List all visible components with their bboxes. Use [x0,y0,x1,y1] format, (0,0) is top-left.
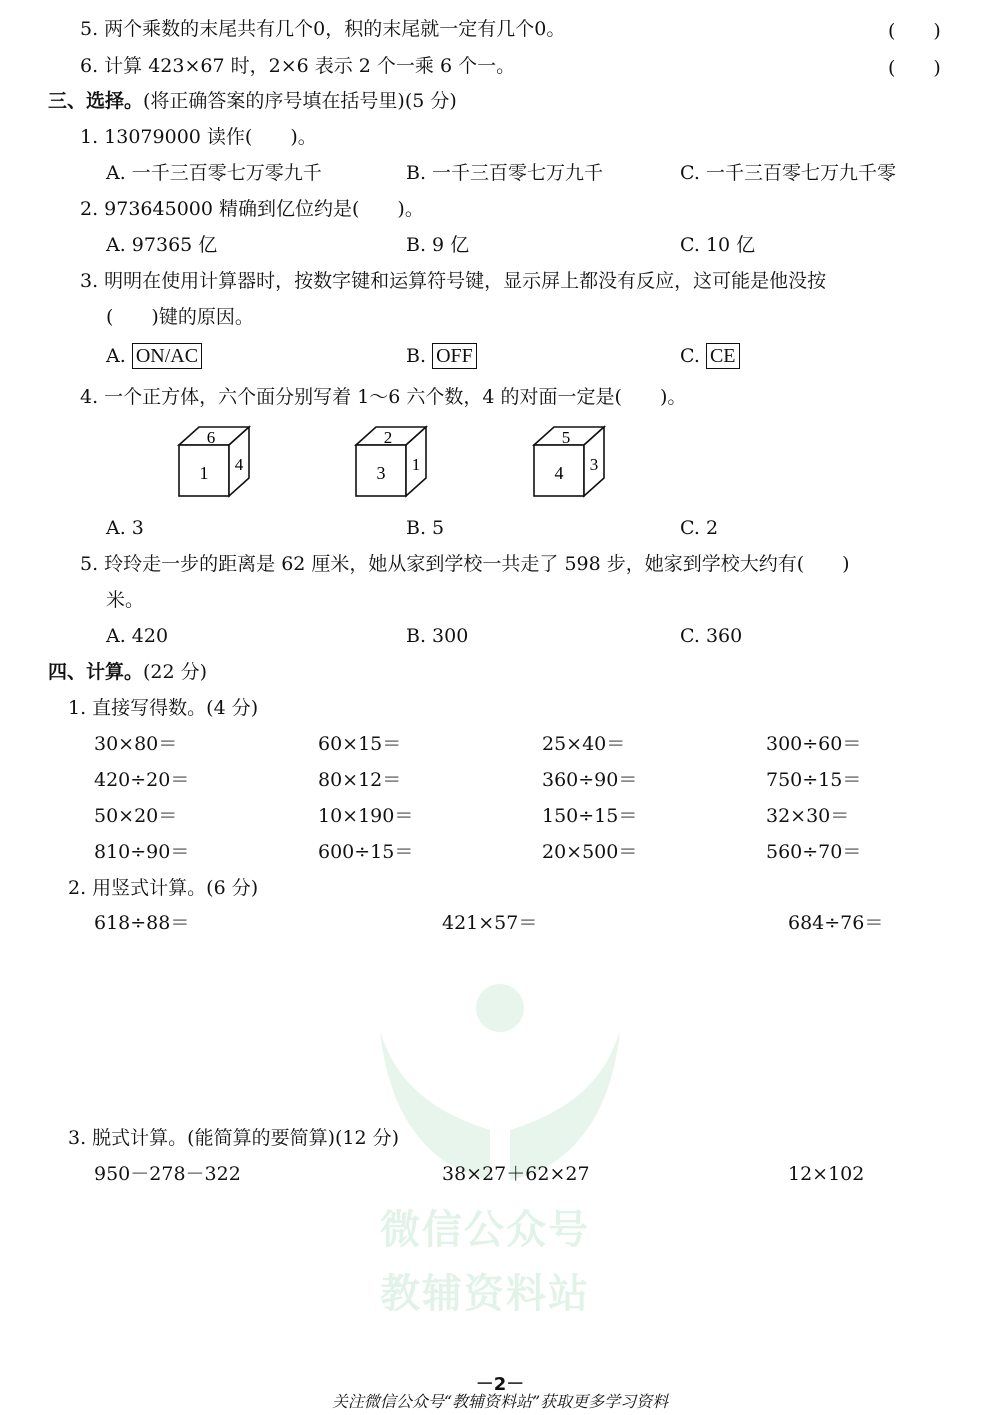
s3-q3-option-b-prefix: B. [406,345,427,367]
s3-q5-line2: 米。 [106,589,145,611]
s3-q1-option-c[interactable]: C. 一千三百零七万九千零 [680,162,896,184]
section3-title: 三、选择。 [48,90,144,112]
s3-q5-option-b[interactable]: B. 300 [406,625,469,647]
mental-calc-item[interactable]: 560÷70＝ [766,841,862,863]
cube2-front-number: 3 [376,463,386,483]
page-number: －2－ [475,1374,525,1395]
mental-calc-item[interactable]: 810÷90＝ [94,841,190,863]
s3-q1-option-a[interactable]: A. 一千三百零七万零九千 [106,162,322,184]
judge-q5-text: 5. 两个乘数的末尾共有几个0，积的末尾就一定有几个0。 [80,18,566,40]
cube3-front-number: 4 [554,463,564,483]
mental-calc-item[interactable]: 360÷90＝ [542,769,638,791]
s3-q3-option-c[interactable] [680,343,740,369]
mental-calc-item[interactable]: 20×500＝ [542,841,638,863]
judge-q6-answer-paren[interactable]: ( ) [888,57,941,79]
step-calc-item[interactable]: 12×102 [788,1163,865,1185]
ce-key-icon: CE [706,343,740,369]
judge-q6-text: 6. 计算 423×67 时，2×6 表示 2 个一乘 6 个一。 [80,55,516,77]
s3-q3-line2: ( )键的原因。 [106,306,254,328]
judge-q5-answer-paren[interactable]: ( ) [888,20,941,42]
s3-q3-option-a[interactable] [106,343,202,369]
s3-q4-text: 4. 一个正方体，六个面分别写着 1～6 六个数，4 的对面一定是( )。 [80,386,687,408]
section3-note: (将正确答案的序号填在括号里)(5 分) [143,90,457,112]
s3-q1-text: 1. 13079000 读作( )。 [80,126,317,148]
cube1-front-number: 1 [199,463,209,483]
watermark-line1: 微信公众号 [380,1207,590,1253]
s3-q3-option-b[interactable] [406,343,477,369]
cube2-top-number: 2 [383,428,393,447]
mental-calc-item[interactable]: 80×12＝ [318,769,402,791]
s3-q2-option-a[interactable]: A. 97365 亿 [106,234,218,256]
s3-q1-option-b[interactable]: B. 一千三百零七万九千 [406,162,604,184]
mental-calc-item[interactable]: 750÷15＝ [766,769,862,791]
s3-q2-text: 2. 973645000 精确到亿位约是( )。 [80,198,424,220]
cube1-side-number: 4 [234,455,244,474]
step-calc-item[interactable]: 38×27＋62×27 [442,1163,590,1185]
s3-q3-option-c-prefix: C. [680,345,700,367]
s3-q5-option-c[interactable]: C. 360 [680,625,743,647]
cube3-top-number: 5 [561,428,571,447]
vertical-calc-item[interactable]: 421×57＝ [442,912,538,934]
mental-calc-item[interactable]: 600÷15＝ [318,841,414,863]
s4-p1-title: 1. 直接写得数。(4 分) [68,697,259,719]
s4-p2-title: 2. 用竖式计算。(6 分) [68,877,259,899]
mental-calc-item[interactable]: 32×30＝ [766,805,850,827]
on-ac-key-icon: ON/AC [132,343,202,369]
cube-figure-2 [353,424,433,500]
mental-calc-item[interactable]: 300÷60＝ [766,733,862,755]
cube-figure-1 [176,424,256,500]
mental-calc-item[interactable]: 60×15＝ [318,733,402,755]
footer-note: 关注微信公众号“教辅资料站”获取更多学习资料 [331,1392,669,1411]
section4-title: 四、计算。 [48,661,144,683]
s3-q3-line1: 3. 明明在使用计算器时，按数字键和运算符号键，显示屏上都没有反应，这可能是他没按 [80,270,827,292]
mental-calc-item[interactable]: 10×190＝ [318,805,414,827]
s3-q4-option-a[interactable]: A. 3 [106,517,144,539]
s3-q5-line1: 5. 玲玲走一步的距离是 62 厘米，她从家到学校一共走了 598 步，她家到学校大约有( ) [80,553,850,575]
section3-heading [48,88,457,114]
cube1-top-number: 6 [206,428,216,447]
cube-figure-3 [531,424,611,500]
s3-q5-option-a[interactable]: A. 420 [106,625,169,647]
s3-q4-option-c[interactable]: C. 2 [680,517,719,539]
cube2-side-number: 1 [411,455,421,474]
section4-heading [48,659,207,685]
off-key-icon: OFF [432,343,477,369]
vertical-calc-item[interactable]: 684÷76＝ [788,912,884,934]
mental-calc-item[interactable]: 50×20＝ [94,805,178,827]
s3-q3-option-a-prefix: A. [106,345,126,367]
s3-q4-option-b[interactable]: B. 5 [406,517,445,539]
section4-note: (22 分) [143,661,208,683]
cube3-side-number: 3 [589,455,599,474]
s3-q2-option-b[interactable]: B. 9 亿 [406,234,470,256]
mental-calc-item[interactable]: 25×40＝ [542,733,626,755]
s3-q2-option-c[interactable]: C. 10 亿 [680,234,756,256]
vertical-calc-item[interactable]: 618÷88＝ [94,912,190,934]
mental-calc-item[interactable]: 30×80＝ [94,733,178,755]
mental-calc-item[interactable]: 420÷20＝ [94,769,190,791]
mental-calc-item[interactable]: 150÷15＝ [542,805,638,827]
watermark-line2: 教辅资料站 [380,1271,590,1317]
s4-p3-title: 3. 脱式计算。(能简算的要简算)(12 分) [68,1127,400,1149]
step-calc-item[interactable]: 950－278－322 [94,1163,241,1185]
